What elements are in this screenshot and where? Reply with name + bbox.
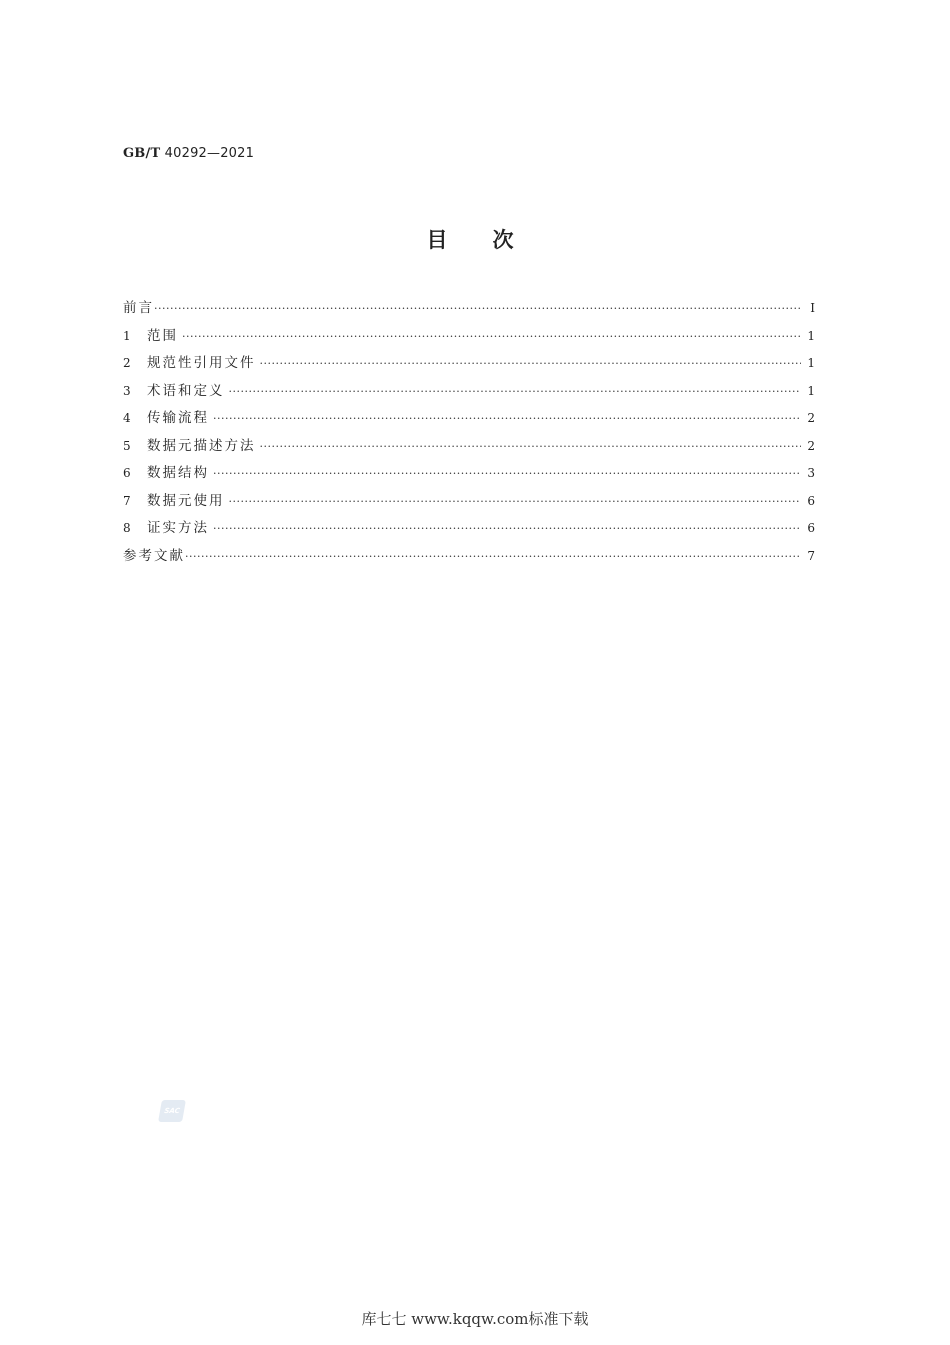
toc-entry-label: 证实方法 — [147, 520, 209, 536]
toc-entry-label: 术语和定义 — [147, 382, 225, 399]
footer-source-text: 库七七 www.kqqw.com标准下载 — [361, 1310, 589, 1328]
toc-entry-page: 6 — [807, 521, 815, 535]
toc-entry-data-element-description[interactable] — [123, 434, 815, 462]
toc-entry-label: 数据元使用 — [147, 492, 225, 509]
toc-leader-dots — [182, 330, 801, 343]
table-of-contents — [123, 296, 815, 571]
toc-entry-scope[interactable] — [123, 324, 815, 352]
toc-entry-page: 6 — [807, 493, 815, 508]
toc-leader-dots — [260, 440, 802, 453]
toc-entry-page: 1 — [807, 328, 815, 343]
toc-entry-label: 数据结构 — [147, 465, 209, 481]
sac-logo-watermark: SAC — [158, 1100, 186, 1122]
toc-entry-foreword[interactable] — [123, 296, 815, 324]
toc-entry-page: Ⅰ — [810, 301, 815, 315]
toc-entry-number: 6 — [123, 466, 131, 480]
toc-entry-data-element-usage[interactable] — [123, 489, 815, 517]
toc-leader-dots — [213, 412, 801, 425]
toc-entry-label: 传输流程 — [147, 410, 209, 426]
toc-entry-number: 1 — [123, 328, 131, 343]
toc-entry-label: 规范性引用文件 — [147, 355, 256, 371]
standard-prefix: GB/T — [123, 146, 161, 161]
toc-entry-number: 3 — [123, 383, 131, 398]
toc-entry-label: 前言 — [123, 300, 154, 316]
toc-entry-bibliography[interactable] — [123, 544, 815, 572]
standard-number: 40292—2021 — [164, 146, 255, 161]
toc-entry-number: 2 — [123, 356, 131, 370]
toc-entry-page: 7 — [807, 548, 815, 563]
toc-entry-terms-definitions[interactable] — [123, 379, 815, 407]
toc-leader-dots — [229, 495, 802, 508]
standard-code — [123, 146, 254, 161]
toc-title: 目次 — [426, 228, 559, 252]
toc-entry-number: 7 — [123, 493, 131, 508]
toc-leader-dots — [260, 357, 802, 370]
toc-entry-page: 2 — [807, 438, 815, 453]
toc-leader-dots — [213, 467, 801, 480]
toc-entry-number: 8 — [123, 521, 131, 535]
toc-entry-verification-method[interactable] — [123, 516, 815, 544]
toc-entry-label: 数据元描述方法 — [147, 437, 256, 454]
toc-entry-transmission-process[interactable] — [123, 406, 815, 434]
toc-entry-number: 5 — [123, 438, 131, 453]
toc-entry-page: 2 — [807, 411, 815, 425]
toc-entry-page: 3 — [807, 466, 815, 480]
toc-leader-dots — [229, 385, 802, 398]
toc-entry-label: 范围 — [147, 327, 178, 344]
toc-leader-dots — [185, 550, 801, 563]
toc-entry-label: 参考文献 — [123, 547, 185, 564]
toc-leader-dots — [154, 302, 801, 315]
toc-entry-page: 1 — [807, 356, 815, 370]
toc-entry-number: 4 — [123, 411, 131, 425]
toc-entry-data-structure[interactable] — [123, 461, 815, 489]
toc-entry-normative-references[interactable] — [123, 351, 815, 379]
toc-leader-dots — [213, 522, 801, 535]
toc-entry-page: 1 — [807, 383, 815, 398]
